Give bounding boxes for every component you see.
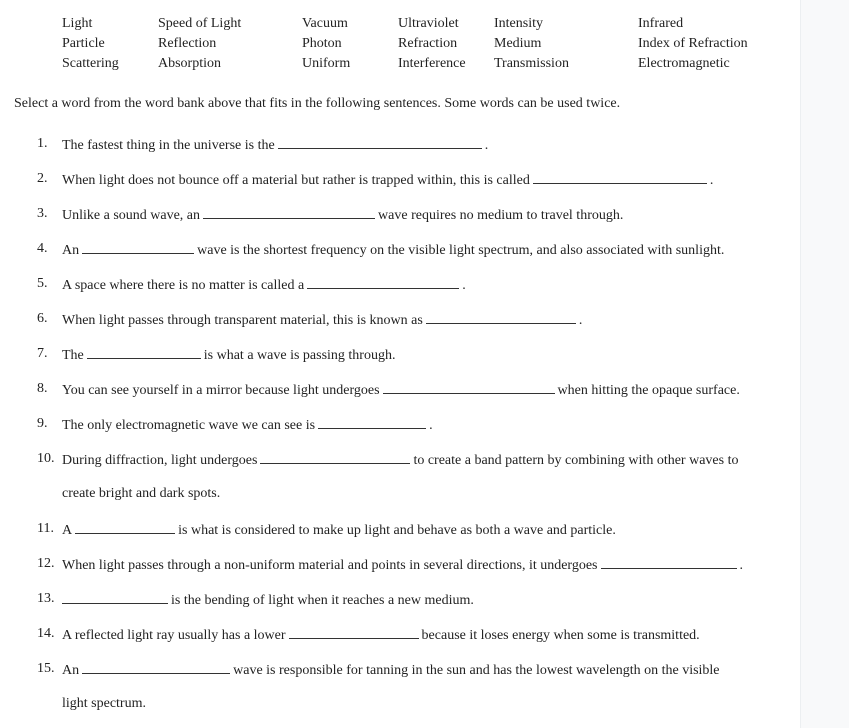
question-text: wave requires no medium to travel through.	[378, 208, 624, 223]
question-text: You can see yourself in a mirror because light undergoes	[62, 383, 380, 398]
question-number: 15.	[37, 661, 55, 676]
question-text: The fastest thing in the universe is the	[62, 138, 275, 153]
question-number: 9.	[37, 416, 48, 431]
answer-blank[interactable]	[75, 519, 175, 534]
question-text: The only electromagnetic wave we can see is	[62, 418, 316, 433]
question-text: .	[709, 173, 714, 188]
word-bank-term: Reflection	[158, 36, 217, 51]
question-number: 2.	[37, 171, 48, 186]
question-text: .	[578, 313, 583, 328]
answer-blank[interactable]	[601, 554, 737, 569]
question-number: 11.	[37, 521, 54, 536]
question-text: During diffraction, light undergoes	[62, 453, 258, 468]
word-bank-term: Refraction	[398, 36, 458, 51]
question-text: is the bending of light when it reaches a new medium.	[171, 593, 474, 608]
word-bank-term: Photon	[302, 36, 342, 51]
question-text: When light passes through a non-uniform material and points in several directions, it undergoes	[62, 558, 598, 573]
question-number: 4.	[37, 241, 48, 256]
answer-blank[interactable]	[87, 344, 201, 359]
word-bank-term: Ultraviolet	[398, 16, 459, 31]
word-bank	[0, 14, 800, 76]
question-number: 6.	[37, 311, 48, 326]
question-text: .	[462, 278, 466, 293]
question-text: The	[62, 348, 84, 363]
answer-blank[interactable]	[383, 379, 555, 394]
word-bank-term: Absorption	[158, 56, 221, 71]
question-text: A reflected light ray usually has a lower	[62, 628, 286, 643]
side-gutter	[800, 0, 849, 728]
answer-blank[interactable]	[82, 239, 194, 254]
word-bank-term: Infrared	[638, 16, 684, 31]
question-text: wave is responsible for tanning in the sun and has the lowest wavelength on the visible	[233, 663, 720, 678]
word-bank-term: Intensity	[494, 16, 543, 31]
answer-blank[interactable]	[203, 204, 375, 219]
answer-blank[interactable]	[533, 169, 707, 184]
question-text: An	[62, 663, 80, 678]
question-text: When light does not bounce off a material but rather is trapped within, this is called	[62, 173, 530, 188]
question-number: 10.	[37, 451, 55, 466]
word-bank-term: Vacuum	[302, 16, 348, 31]
question-text: A	[62, 523, 73, 538]
word-bank-term: Scattering	[62, 56, 119, 71]
word-bank-term: Medium	[494, 36, 542, 51]
word-bank-term: Index of Refraction	[638, 36, 748, 51]
question-text: to create a band pattern by combining with other waves to	[413, 453, 739, 468]
instructions: Select a word from the word bank above that fits in the following sentences. Some words can be used twice.	[14, 96, 621, 111]
word-bank-term: Electromagnetic	[638, 56, 730, 71]
question-text: .	[739, 558, 744, 573]
question-number: 12.	[37, 556, 55, 571]
question-text: When light passes through transparent material, this is known as	[62, 313, 423, 328]
word-bank-term: Uniform	[302, 56, 351, 71]
word-bank-term: Particle	[62, 36, 105, 51]
question-number: 8.	[37, 381, 48, 396]
answer-blank[interactable]	[260, 449, 410, 464]
word-bank-term: Light	[62, 16, 93, 31]
question-number: 7.	[37, 346, 48, 361]
question-text: when hitting the opaque surface.	[557, 383, 740, 398]
word-bank-term: Interference	[398, 56, 466, 71]
word-bank-term: Speed of Light	[158, 16, 242, 31]
question-text: because it loses energy when some is transmitted.	[421, 628, 700, 643]
answer-blank[interactable]	[278, 134, 482, 149]
answer-blank[interactable]	[82, 659, 230, 674]
answer-blank[interactable]	[289, 624, 419, 639]
answer-blank[interactable]	[426, 309, 576, 324]
question-text: A space where there is no matter is called a	[62, 278, 305, 293]
question-text: create bright and dark spots.	[62, 486, 221, 501]
word-bank-term: Transmission	[494, 56, 569, 71]
question-text: An	[62, 243, 80, 258]
question-text: light spectrum.	[62, 696, 146, 711]
question-number: 5.	[37, 276, 48, 291]
question-text: wave is the shortest frequency on the visible light spectrum, and also associated with sunlight.	[197, 243, 725, 258]
question-number: 14.	[37, 626, 55, 641]
answer-blank[interactable]	[307, 274, 459, 289]
question-number: 1.	[37, 136, 48, 151]
question-text: is what a wave is passing through.	[203, 348, 396, 363]
question-text: Unlike a sound wave, an	[62, 208, 201, 223]
question-text: is what is considered to make up light and behave as both a wave and particle.	[178, 523, 616, 538]
answer-blank[interactable]	[318, 414, 426, 429]
question-text: .	[429, 418, 433, 433]
question-number: 3.	[37, 206, 48, 221]
question-number: 13.	[37, 591, 55, 606]
question-text: .	[484, 138, 489, 153]
answer-blank[interactable]	[62, 589, 168, 604]
